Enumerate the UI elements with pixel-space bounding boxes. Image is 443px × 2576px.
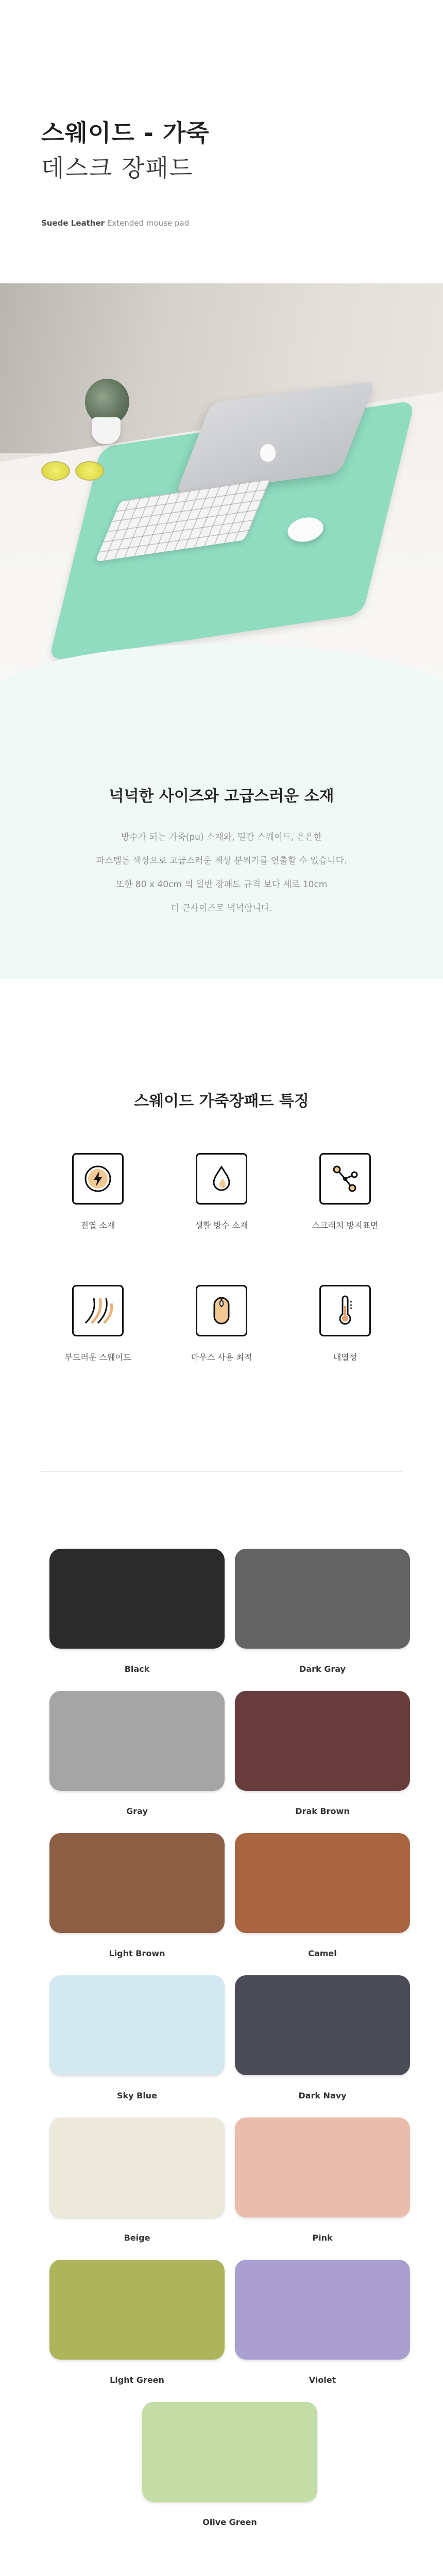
color-swatch-label: Light Green (110, 2375, 164, 2385)
color-swatch[interactable] (49, 1549, 225, 1649)
color-swatch-label: Gray (126, 1806, 148, 1816)
color-swatch-label: Dark Gray (299, 1664, 346, 1674)
color-swatch-label: Beige (124, 2233, 150, 2243)
color-swatch[interactable] (49, 2260, 225, 2360)
color-swatch[interactable] (49, 1975, 225, 2075)
feature-label: 스크래치 방지표면 (312, 1221, 379, 1230)
color-swatch-label: Olive Green (202, 2517, 257, 2527)
color-swatch-label: Dark Navy (298, 2091, 347, 2100)
subtitle-bold: Suede Leather (41, 218, 105, 228)
color-swatch[interactable] (49, 1691, 225, 1791)
intro-line-3: 또한 80 x 40cm 의 일반 장패드 규격 보다 세로 10cm (115, 879, 328, 890)
feature-item (46, 1153, 149, 1231)
color-swatch-label: Violet (309, 2375, 336, 2385)
color-swatch[interactable] (235, 1549, 410, 1649)
feature-item (170, 1285, 273, 1363)
color-swatch-label: Pink (312, 2233, 333, 2243)
color-swatch[interactable] (235, 1975, 410, 2075)
color-swatch[interactable] (235, 1691, 410, 1791)
color-swatch-label: Drak Brown (295, 1806, 350, 1816)
color-swatch[interactable] (142, 2402, 317, 2502)
apple-logo-icon (260, 444, 276, 462)
intro-line-4: 더 큰사이즈로 넉넉합니다. (171, 903, 272, 913)
page-title-line1: 스웨이드 - 가죽 (41, 119, 210, 147)
page-title-line2: 데스크 장패드 (41, 154, 194, 182)
color-swatch[interactable] (235, 2260, 410, 2360)
feature-label: 내열성 (333, 1352, 357, 1362)
feature-label: 전열 소재 (80, 1221, 115, 1230)
subtitle-rest: Extended mouse pad (105, 218, 190, 228)
water-drop-icon (196, 1153, 247, 1205)
sunglasses-illustration (41, 461, 108, 482)
color-swatch[interactable] (49, 2117, 225, 2217)
feature-label: 생활 방수 소재 (195, 1221, 248, 1230)
feature-item (294, 1153, 397, 1231)
color-swatch-label: Light Brown (109, 1948, 165, 1958)
molecule-icon (319, 1153, 371, 1205)
intro-section (0, 711, 443, 979)
feature-item (170, 1153, 273, 1231)
color-swatch-label: Camel (308, 1948, 337, 1958)
color-swatch[interactable] (235, 1833, 410, 1933)
feature-label: 부드러운 스웨이드 (64, 1352, 131, 1362)
page-subtitle (41, 218, 189, 228)
feature-item (46, 1285, 149, 1363)
bolt-icon (72, 1153, 124, 1205)
features-title: 스웨이드 가죽장패드 특징 (134, 1092, 309, 1110)
section-divider (41, 1471, 402, 1472)
hero-product-photo (0, 283, 443, 711)
mouse-icon (196, 1285, 247, 1336)
intro-line-1: 방수가 되는 가죽(pu) 소재와, 밀감 스웨이드, 은은한 (121, 832, 322, 842)
thermometer-icon (319, 1285, 371, 1336)
color-swatch[interactable] (235, 2117, 410, 2217)
feature-item (294, 1285, 397, 1363)
color-swatch-label: Black (124, 1664, 150, 1674)
feature-label: 마우스 사용 최적 (191, 1352, 252, 1362)
intro-line-2: 파스텔톤 색상으로 고급스러운 책상 분위기를 연출할 수 있습니다. (96, 856, 347, 866)
intro-title: 넉넉한 사이즈와 고급스러운 소재 (109, 787, 334, 805)
color-swatch-label: Sky Blue (116, 2091, 158, 2100)
soft-suede-icon (72, 1285, 124, 1336)
plant-pot (92, 417, 121, 444)
color-swatch[interactable] (49, 1833, 225, 1933)
